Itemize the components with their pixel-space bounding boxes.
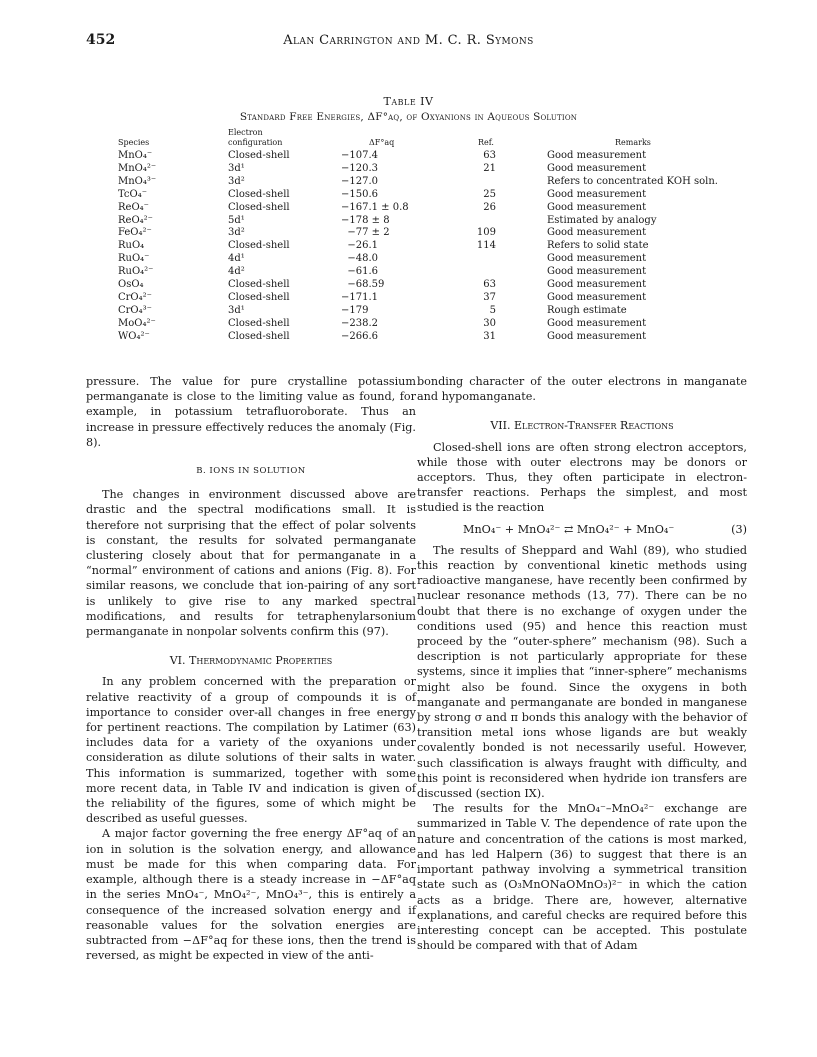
delta-f-cell: −107.4	[341, 150, 379, 161]
left-paragraph-4: A major factor governing the free energy ΔF°aq of an ion in solution is the solvation energy, and allowance must be made for this when comparing data. For example, although there is a steady increase in −ΔF°aq in the series MnO₄⁻, MnO₄²⁻, MnO₄³⁻, this is entirely a consequence of the increased solvation energy and if reasonable values for the solvation energies are subtracted from −ΔF°aq for these ions, then the trend is reversed, as might be expected in view of the anti-	[86, 827, 416, 963]
table-row	[0, 150, 817, 163]
ref-cell: 37	[483, 291, 496, 303]
config-cell: Closed-shell	[228, 150, 290, 161]
delta-f-cell: −68.59	[341, 279, 385, 290]
config-cell: Closed-shell	[228, 188, 290, 200]
species-cell: RuO₄²⁻	[118, 266, 154, 278]
right-paragraph-3: The results of Sheppard and Wahl (89), who studied this reaction by conventional kinetic methods using radioactive manganese, have recently been confirmed by nuclear resonance methods (13, 77). There can be no doubt that there is no exchange of oxygen under the conditions used (95) and hence this reaction must proceed by the “outer-sphere” mechanism (98). Such a description is not particularly appropriate for these systems, since it implies that “inner-sphere” mechanisms might also be found. Since the oxygens in both manganate and permanganate are bonded in manganese by strong σ and π bonds this analogy with the behavior of transition metal ions whose ligands are but weakly covalently bonded is not necessarily useful. However, such classification is always fraught with difficulty, and this point is reconsidered when hydride ion transfers are discussed (section IX).	[417, 543, 747, 801]
remarks-cell: Good measurement	[547, 279, 647, 290]
section-heading-vi: VI. Thermodynamic Properties	[169, 654, 333, 668]
section-heading-vii: VII. Electron-Transfer Reactions	[490, 419, 674, 433]
delta-f-cell: −77 ± 2	[341, 227, 390, 239]
table-row	[0, 176, 817, 189]
config-cell: Closed-shell	[228, 291, 290, 303]
remarks-cell: Good measurement	[547, 188, 647, 200]
delta-f-cell: −127.0	[341, 175, 379, 187]
remarks-cell: Good measurement	[547, 330, 647, 342]
config-cell: 4d²	[228, 266, 245, 278]
ref-cell: 26	[483, 201, 496, 213]
left-paragraph-1: pressure. The value for pure crystalline potassium permanganate is close to the limiting value as found, for example, in potassium tetrafluoroborate. Thus an increase in pressure effectively reduces the anomaly (Fig. 8).	[86, 375, 416, 449]
species-cell: MnO₄⁻	[118, 150, 153, 161]
right-column	[417, 374, 747, 953]
table-row	[0, 331, 817, 344]
table-row	[0, 279, 817, 292]
remarks-cell: Estimated by analogy	[547, 214, 657, 226]
section-heading-b: B. IONS IN SOLUTION	[196, 466, 306, 477]
page-number: 452	[86, 32, 116, 48]
header-config-line1: Electron	[228, 128, 263, 137]
table-row	[0, 305, 817, 318]
table-title: Standard Free Energies, ΔF°aq, of Oxyanions in Aqueous Solution	[239, 111, 578, 123]
config-cell: Closed-shell	[228, 330, 290, 342]
table-label: Table IV	[383, 95, 434, 108]
remarks-cell: Refers to solid state	[547, 240, 649, 252]
header-ref: Ref.	[478, 138, 494, 147]
config-cell: Closed-shell	[228, 201, 290, 213]
table-row	[0, 227, 817, 240]
ref-cell: 30	[483, 317, 496, 329]
remarks-cell: Refers to concentrated KOH soln.	[547, 175, 718, 187]
remarks-cell: Good measurement	[547, 253, 647, 265]
table-row	[0, 253, 817, 266]
delta-f-cell: −120.3	[341, 162, 379, 174]
table-row	[0, 266, 817, 279]
ref-cell: 63	[483, 150, 496, 161]
species-cell: TcO₄⁻	[118, 188, 147, 200]
ref-cell: 114	[476, 240, 496, 252]
remarks-cell: Good measurement	[547, 162, 647, 174]
header-species: Species	[118, 138, 150, 147]
header-delta-f: ΔF°aq	[369, 138, 395, 147]
table-row	[0, 215, 817, 228]
delta-f-cell: −171.1	[341, 291, 379, 303]
species-cell: RuO₄	[118, 240, 145, 252]
remarks-cell: Good measurement	[547, 201, 647, 213]
remarks-cell: Good measurement	[547, 227, 647, 239]
delta-f-cell: −167.1 ± 0.8	[341, 201, 409, 213]
delta-f-cell: −150.6	[341, 188, 379, 200]
right-paragraph-2: Closed-shell ions are often strong electron acceptors, while those with outer electrons may be donors or acceptors. Thus, they often participate in electron-transfer reactions. Perhaps the simplest, and most studied is the reaction	[417, 440, 747, 515]
remarks-cell: Rough estimate	[547, 304, 627, 316]
table-row	[0, 202, 817, 215]
species-cell: WO₄²⁻	[118, 330, 150, 342]
config-cell: Closed-shell	[228, 317, 290, 329]
delta-f-cell: −238.2	[341, 317, 379, 329]
equation-text: MnO₄⁻ + MnO₄²⁻ ⇄ MnO₄²⁻ + MnO₄⁻	[463, 522, 675, 536]
config-cell: 3d¹	[228, 162, 245, 174]
left-paragraph-3: In any problem concerned with the preparation or relative reactivity of a group of compounds it is of importance to consider over-all changes in free energy for pertinent reactions. The compilation by Latimer (63) includes data for a variety of the oxyanions under consideration as dilute solutions of their salts in water. This information is summarized, together with some more recent data, in Table IV and indication is given of the reliability of the figures, some of which might be described as useful guesses.	[86, 675, 416, 826]
ref-cell: 25	[483, 188, 496, 200]
remarks-cell: Good measurement	[547, 317, 647, 329]
ref-cell: 31	[483, 330, 496, 342]
delta-f-cell: −26.1	[341, 240, 379, 252]
species-cell: RuO₄⁻	[118, 253, 150, 265]
species-cell: ReO₄²⁻	[118, 214, 153, 226]
species-cell: MoO₄²⁻	[118, 317, 156, 329]
species-cell: MnO₄³⁻	[118, 175, 157, 187]
config-cell: 5d¹	[228, 214, 245, 226]
running-head: Alan Carrington and M. C. R. Symons	[283, 33, 534, 48]
header-remarks: Remarks	[615, 138, 651, 147]
remarks-cell: Good measurement	[547, 291, 647, 303]
delta-f-cell: −266.6	[341, 330, 379, 342]
ref-cell: 63	[483, 279, 496, 290]
table-row	[0, 318, 817, 331]
table-row	[0, 189, 817, 202]
header-config-line2: configuration	[228, 138, 283, 147]
left-paragraph-2: The changes in environment discussed above are drastic and the spectral modifications small. It is therefore not surprising that the effect of polar solvents is constant, the results for solvated permanganate clustering closely about that for permanganate in a “normal” environment of cations and anions (Fig. 8). For similar reasons, we conclude that ion-pairing of any sort is unlikely to give rise to any marked spectral modifications, and results for tetraphenylarsonium permanganate in nonpolar solvents confirm this (97).	[86, 488, 416, 639]
right-paragraph-1: bonding character of the outer electrons in manganate and hypomanganate.	[417, 375, 747, 404]
ref-cell: 5	[489, 304, 496, 316]
right-paragraph-4: The results for the MnO₄⁻–MnO₄²⁻ exchange are summarized in Table V. The dependence of rate upon the nature and concentration of the cations is most marked, and has led Halpern (36) to suggest that there is an important pathway involving a symmetrical transition state such as (O₃MnONaOMnO₃)²⁻ in which the cation acts as a bridge. There are, however, alternative explanations, and careful checks are required before this interesting concept can be accepted. This postulate should be compared with that of Adam	[417, 802, 747, 953]
config-cell: Closed-shell	[228, 279, 290, 290]
remarks-cell: Good measurement	[547, 150, 647, 161]
remarks-cell: Good measurement	[547, 266, 647, 278]
equation-number: (3)	[731, 522, 747, 536]
ref-cell: 109	[476, 227, 496, 239]
left-column	[86, 374, 416, 963]
config-cell: 4d¹	[228, 253, 245, 265]
delta-f-cell: −178 ± 8	[341, 214, 390, 226]
species-cell: CrO₄³⁻	[118, 304, 152, 316]
species-cell: OsO₄	[118, 279, 144, 290]
species-cell: ReO₄⁻	[118, 201, 149, 213]
delta-f-cell: −61.6	[341, 266, 379, 278]
table-row	[0, 163, 817, 176]
species-cell: FeO₄²⁻	[118, 227, 152, 239]
delta-f-cell: −179	[341, 304, 369, 316]
table-row	[0, 292, 817, 305]
equation-3	[417, 522, 747, 537]
config-cell: 3d²	[228, 175, 245, 187]
delta-f-cell: −48.0	[341, 253, 379, 265]
species-cell: CrO₄²⁻	[118, 291, 152, 303]
species-cell: MnO₄²⁻	[118, 162, 157, 174]
config-cell: 3d²	[228, 227, 245, 239]
table-row	[0, 240, 817, 253]
config-cell: 3d¹	[228, 304, 245, 316]
ref-cell: 21	[483, 162, 496, 174]
config-cell: Closed-shell	[228, 240, 290, 252]
